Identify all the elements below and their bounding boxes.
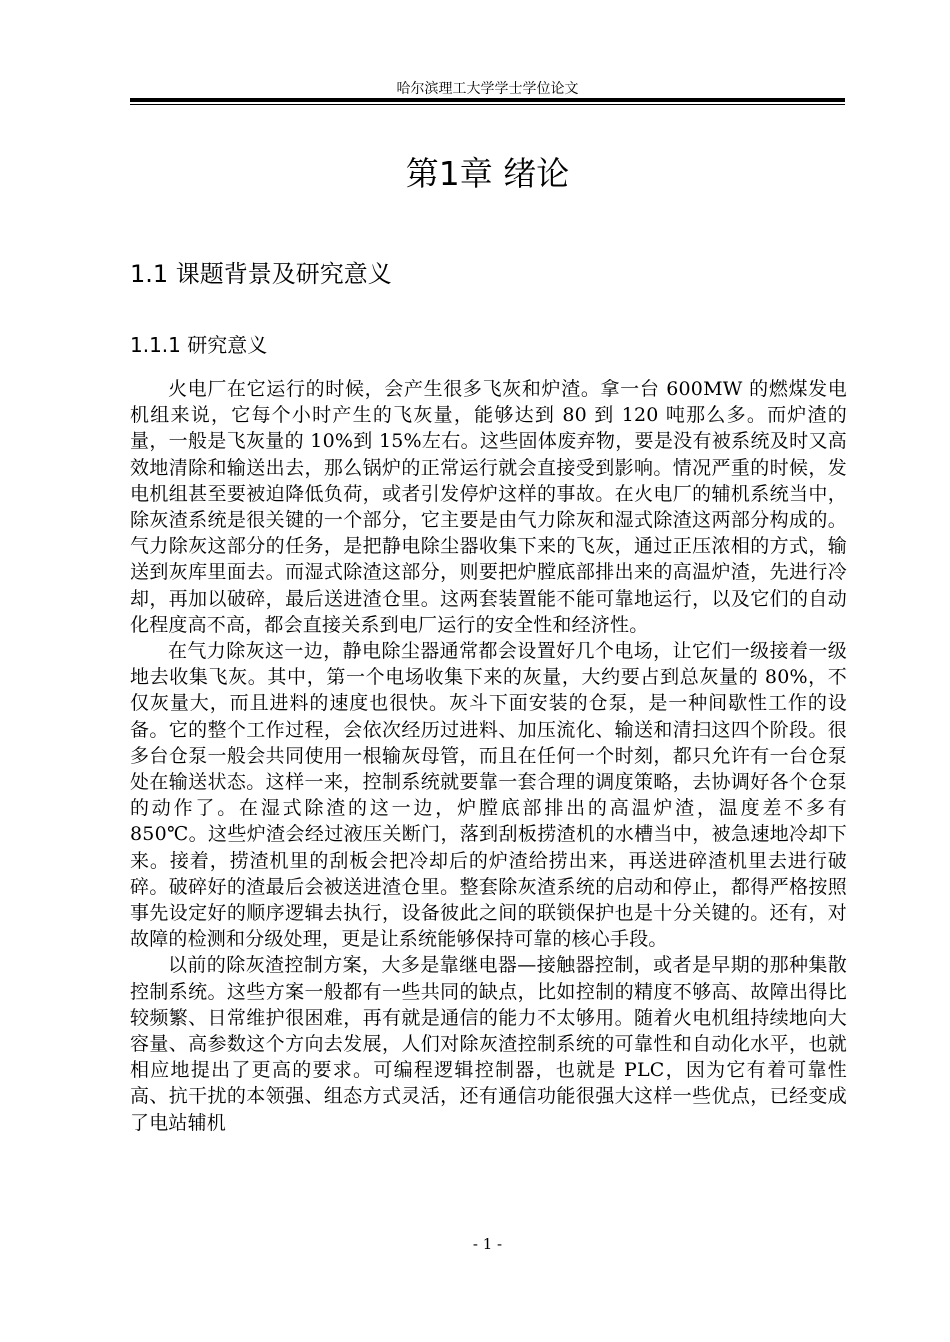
page-number: - 1 -: [472, 1235, 503, 1253]
paragraph: 在气力除灰这一边，静电除尘器通常都会设置好几个电场，让它们一级接着一级地去收集飞灰。其中，第一个电场收集下来的灰量，大约要占到总灰量的 80%，不仅灰量大，而且进料的速度也很快。灰斗下面安装的仓泵，是一种间歇性工作的设备。它的整个工作过程，会依次经历过进料、加压流化、输送和清扫这四个阶段。很多台仓泵一般会共同使用一根输灰母管，而且在任何一个时刻，都只允许有一台仓泵处在输送状态。这样一来，控制系统就要靠一套合理的调度策略，去协调好各个仓泵的动作了。在湿式除渣的这一边，炉膛底部排出的高温炉渣，温度差不多有 850℃。这些炉渣会经过液压关断门，落到刮板捞渣机的水槽当中，被急速地冷却下来。接着，捞渣机里的刮板会把冷却后的炉渣给捞出来，再送进碎渣机里去进行破碎。破碎好的渣最后会被送进渣仓里。整套除灰渣系统的启动和停止，都得严格按照事先设定好的顺序逻辑去执行，设备彼此之间的联锁保护也是十分关键的。还有，对故障的检测和分级处理，更是让系统能够保持可靠的核心手段。: [130, 640, 847, 951]
header-rule-thin: [130, 104, 845, 105]
section-title: 1.1 课题背景及研究意义: [130, 260, 392, 288]
paragraph: 以前的除灰渣控制方案，大多是靠继电器—接触器控制，或者是早期的那种集散控制系统。这些方案一般都有一些共同的缺点，比如控制的精度不够高、故障出得比较频繁、日常维护很困难，再有就是通信的能力不太够用。随着火电机组持续地向大容量、高参数这个方向去发展，人们对除灰渣控制系统的可靠性和自动化水平，也就相应地提出了更高的要求。可编程逻辑控制器，也就是 PLC，因为它有着可靠性高、抗干扰的本领强、组态方式灵活，还有通信功能很强大这样一些优点，已经变成了电站辅机: [130, 954, 847, 1134]
header-rule-thick: [130, 98, 845, 102]
body-text: [130, 376, 847, 1136]
subsection-title: 1.1.1 研究意义: [130, 333, 268, 357]
chapter-title: 第1章 绪论: [405, 154, 570, 193]
running-header: 哈尔滨理工大学学士学位论文: [396, 81, 579, 97]
paragraph: 火电厂在它运行的时候，会产生很多飞灰和炉渣。拿一台 600MW 的燃煤发电机组来说，它每个小时产生的飞灰量，能够达到 80 到 120 吨那么多。而炉渣的量，一般是飞灰量的 10%到 15%左右。这些固体废弃物，要是没有被系统及时又高效地清除和输送出去，那么锅炉的正常运行就会直接受到影响。情况严重的时候，发电机组甚至要被迫降低负荷，或者引发停炉这样的事故。在火电厂的辅机系统当中，除灰渣系统是很关键的一个部分，它主要是由气力除灰和湿式除渣这两部分构成的。气力除灰这部分的任务，是把静电除尘器收集下来的飞灰，通过正压浓相的方式，输送到灰库里面去。而湿式除渣这部分，则要把炉膛底部排出来的高温炉渣，先进行冷却，再加以破碎，最后送进渣仓里。这两套装置能不能可靠地运行，以及它们的自动化程度高不高，都会直接关系到电厂运行的安全性和经济性。: [130, 378, 847, 636]
